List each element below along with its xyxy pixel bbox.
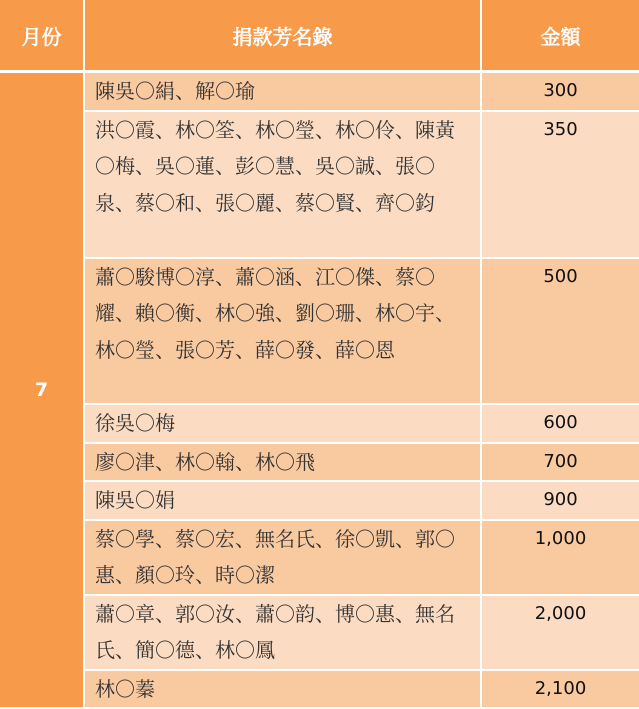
amount-cell: 700 (481, 443, 639, 482)
amount-cell: 1,000 (481, 520, 639, 595)
month-cell: 7 (0, 72, 84, 709)
donor-names-cell: 徐吳〇梅 (84, 404, 481, 443)
amount-column-header: 金額 (481, 0, 639, 72)
table-row (0, 481, 639, 520)
donor-names-cell: 陳吳〇絹、解〇瑜 (84, 72, 481, 111)
donor-names-cell: 蔡〇學、蔡〇宏、無名氏、徐〇凱、郭〇惠、顏〇玲、時〇潔 (84, 520, 481, 595)
table-row (0, 670, 639, 709)
amount-cell: 2,000 (481, 595, 639, 670)
table-row (0, 443, 639, 482)
table-row (0, 595, 639, 670)
amount-cell: 900 (481, 481, 639, 520)
donor-names-cell: 陳吳〇娟 (84, 481, 481, 520)
amount-cell: 600 (481, 404, 639, 443)
amount-cell: 500 (481, 258, 639, 404)
donor-names-cell: 林〇蓁 (84, 670, 481, 709)
donor-names-cell: 蕭〇章、郭〇汝、蕭〇韵、博〇惠、無名氏、簡〇德、林〇鳳 (84, 595, 481, 670)
table-row (0, 404, 639, 443)
month-column-header: 月份 (0, 0, 84, 72)
header-row (0, 0, 639, 72)
amount-cell: 2,100 (481, 670, 639, 709)
names-column-header: 捐款芳名錄 (84, 0, 481, 72)
table-row (0, 72, 639, 111)
amount-cell: 350 (481, 111, 639, 258)
table-row (0, 520, 639, 595)
table-row (0, 111, 639, 258)
amount-cell: 300 (481, 72, 639, 111)
donor-names-cell: 洪〇霞、林〇筌、林〇瑩、林〇伶、陳黃〇梅、吳〇蓮、彭〇慧、吳〇誠、張〇泉、蔡〇和、張〇麗、蔡〇賢、齊〇鈞 (84, 111, 481, 258)
donor-names-cell: 廖〇津、林〇翰、林〇飛 (84, 443, 481, 482)
table-row (0, 258, 639, 404)
donor-names-cell: 蕭〇駿博〇淳、蕭〇涵、江〇傑、蔡〇耀、賴〇衡、林〇強、劉〇珊、林〇宇、林〇瑩、張〇芳、薛〇發、薛〇恩 (84, 258, 481, 404)
